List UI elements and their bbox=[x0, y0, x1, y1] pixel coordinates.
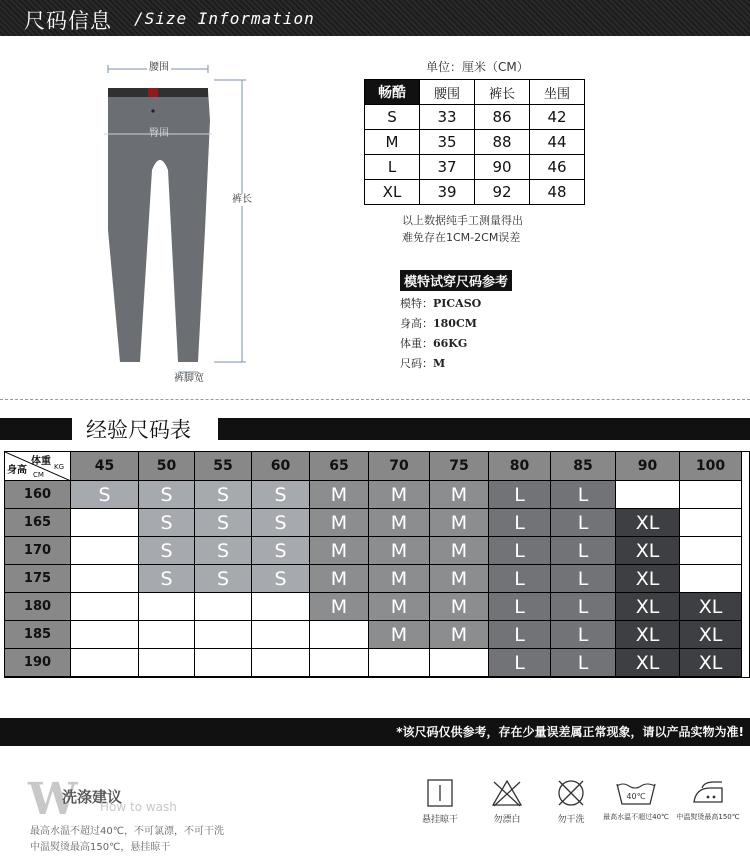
wash-temp: 40℃ bbox=[626, 792, 646, 801]
model-height-row bbox=[400, 315, 477, 331]
header-subtitle: /Size Information bbox=[134, 9, 315, 28]
size-cell bbox=[71, 593, 139, 621]
size-cell: S bbox=[195, 537, 252, 565]
corner-cm: CM bbox=[33, 471, 44, 479]
size-cell bbox=[195, 621, 252, 649]
size-cell: L bbox=[489, 593, 551, 621]
weight-header: 90 bbox=[616, 452, 680, 481]
size-cell: L bbox=[489, 621, 551, 649]
size-cell bbox=[616, 481, 680, 509]
height-header: 175 bbox=[5, 565, 71, 593]
size-cell bbox=[310, 621, 369, 649]
section-bar-right bbox=[218, 418, 750, 440]
size-cell: M bbox=[365, 130, 420, 155]
size-cell: M bbox=[369, 621, 430, 649]
size-cell bbox=[310, 649, 369, 677]
no-dry-clean-icon bbox=[555, 778, 587, 808]
model-title: 模特试穿尺码参考 bbox=[400, 270, 512, 291]
value-cell: 92 bbox=[475, 180, 530, 205]
size-cell: L bbox=[551, 621, 616, 649]
header-waist: 腰围 bbox=[420, 80, 475, 105]
size-cell: XL bbox=[680, 593, 742, 621]
experience-size-grid bbox=[4, 451, 750, 678]
weight-header: 100 bbox=[680, 452, 742, 481]
model-label: 身高： bbox=[400, 317, 433, 330]
weight-header: 70 bbox=[369, 452, 430, 481]
table-row bbox=[365, 130, 585, 155]
model-name-row bbox=[400, 295, 481, 311]
size-cell: XL bbox=[680, 649, 742, 677]
header-hip: 坐围 bbox=[530, 80, 585, 105]
size-cell: M bbox=[430, 481, 489, 509]
size-cell: M bbox=[430, 621, 489, 649]
size-cell: S bbox=[139, 565, 195, 593]
model-size-row bbox=[400, 355, 445, 371]
size-cell bbox=[71, 509, 139, 537]
size-cell: XL bbox=[365, 180, 420, 205]
size-cell bbox=[680, 481, 742, 509]
height-header: 180 bbox=[5, 593, 71, 621]
size-cell: L bbox=[551, 537, 616, 565]
size-cell: XL bbox=[680, 621, 742, 649]
corner-height: 身高 bbox=[7, 465, 27, 476]
wash-40-icon bbox=[614, 778, 658, 808]
size-cell: XL bbox=[616, 621, 680, 649]
size-cell bbox=[195, 649, 252, 677]
note-line: 难免存在1CM-2CM误差 bbox=[402, 231, 521, 244]
size-cell: L bbox=[489, 565, 551, 593]
size-cell bbox=[252, 621, 310, 649]
size-cell bbox=[430, 649, 489, 677]
model-label: 尺码： bbox=[400, 357, 433, 370]
size-cell: M bbox=[430, 593, 489, 621]
waist-label: 腰围 bbox=[149, 62, 169, 73]
care-label: 勿干洗 bbox=[557, 815, 585, 825]
size-cell: S bbox=[252, 537, 310, 565]
model-value: M bbox=[433, 357, 446, 370]
value-cell: 46 bbox=[530, 155, 585, 180]
size-cell bbox=[71, 537, 139, 565]
value-cell: 90 bbox=[475, 155, 530, 180]
care-label: 勿漂白 bbox=[493, 815, 521, 825]
size-cell bbox=[71, 649, 139, 677]
size-measurement-table bbox=[364, 79, 585, 205]
size-cell: XL bbox=[616, 565, 680, 593]
model-label: 模特： bbox=[400, 297, 433, 310]
table-header-row bbox=[365, 80, 585, 105]
size-cell: XL bbox=[616, 593, 680, 621]
wash-instruction: 最高水温不超过40℃，不可氯漂，不可干洗 bbox=[30, 826, 224, 837]
weight-header: 85 bbox=[551, 452, 616, 481]
value-cell: 86 bbox=[475, 105, 530, 130]
size-cell: M bbox=[369, 593, 430, 621]
value-cell: 88 bbox=[475, 130, 530, 155]
care-item-hang-dry bbox=[412, 778, 468, 825]
experience-title: 经验尺码表 bbox=[86, 418, 191, 442]
size-cell bbox=[195, 593, 252, 621]
weight-header: 45 bbox=[71, 452, 139, 481]
value-cell: 39 bbox=[420, 180, 475, 205]
size-cell: L bbox=[489, 537, 551, 565]
hang-dry-icon bbox=[426, 778, 454, 808]
size-cell: S bbox=[195, 481, 252, 509]
weight-header: 50 bbox=[139, 452, 195, 481]
model-value: PICASO bbox=[433, 297, 482, 310]
weight-header: 80 bbox=[489, 452, 551, 481]
weight-header: 65 bbox=[310, 452, 369, 481]
model-label: 体重： bbox=[400, 337, 433, 350]
size-cell: S bbox=[365, 105, 420, 130]
corner-kg: KG bbox=[54, 463, 65, 471]
table-row bbox=[365, 180, 585, 205]
size-cell bbox=[71, 565, 139, 593]
note-line: 以上数据纯手工测量得出 bbox=[402, 214, 523, 227]
care-item-no-dry-clean bbox=[546, 778, 596, 825]
corner-weight: 体重 bbox=[31, 456, 51, 467]
size-cell: M bbox=[310, 593, 369, 621]
care-label: 悬挂晾干 bbox=[421, 815, 458, 825]
brand-cell: 畅酷 bbox=[365, 80, 420, 105]
height-header: 165 bbox=[5, 509, 71, 537]
size-cell: XL bbox=[616, 509, 680, 537]
size-cell: S bbox=[195, 509, 252, 537]
table-row bbox=[365, 105, 585, 130]
size-cell: L bbox=[489, 481, 551, 509]
care-item-iron bbox=[672, 778, 744, 822]
hem-label: 裤脚宽 bbox=[174, 373, 204, 384]
pants-illustration bbox=[90, 50, 260, 390]
length-label: 裤长 bbox=[232, 194, 252, 205]
value-cell: 48 bbox=[530, 180, 585, 205]
size-cell: M bbox=[430, 537, 489, 565]
wash-english: How to wash bbox=[100, 800, 177, 814]
value-cell: 33 bbox=[420, 105, 475, 130]
care-item-wash-40 bbox=[600, 778, 672, 822]
wash-letter-logo: W bbox=[28, 774, 78, 825]
size-cell: S bbox=[139, 509, 195, 537]
pants-diagram bbox=[90, 50, 260, 390]
size-cell: M bbox=[369, 481, 430, 509]
size-cell bbox=[139, 593, 195, 621]
size-cell bbox=[71, 621, 139, 649]
size-cell: M bbox=[369, 565, 430, 593]
size-cell bbox=[252, 649, 310, 677]
size-cell bbox=[369, 649, 430, 677]
model-value: 180CM bbox=[433, 317, 477, 330]
section-bar-left bbox=[0, 418, 72, 440]
value-cell: 35 bbox=[420, 130, 475, 155]
height-header: 190 bbox=[5, 649, 71, 677]
value-cell: 44 bbox=[530, 130, 585, 155]
size-cell: M bbox=[310, 565, 369, 593]
weight-header: 55 bbox=[195, 452, 252, 481]
disclaimer-text: *该尺码仅供参考，存在少量误差属正常现象，请以产品实物为准! bbox=[396, 725, 744, 739]
size-cell bbox=[139, 649, 195, 677]
height-header: 160 bbox=[5, 481, 71, 509]
size-cell: M bbox=[369, 537, 430, 565]
value-cell: 42 bbox=[530, 105, 585, 130]
size-cell: M bbox=[310, 537, 369, 565]
size-cell: S bbox=[252, 565, 310, 593]
size-cell: L bbox=[551, 593, 616, 621]
page-header bbox=[0, 0, 750, 36]
care-label: 最高水温不超过40℃ bbox=[603, 813, 669, 821]
size-cell bbox=[680, 509, 742, 537]
size-cell bbox=[680, 537, 742, 565]
height-header: 170 bbox=[5, 537, 71, 565]
header-length: 裤长 bbox=[475, 80, 530, 105]
size-cell: L bbox=[489, 509, 551, 537]
wash-instruction: 中温熨烫最高150℃，悬挂晾干 bbox=[30, 842, 171, 853]
table-row bbox=[365, 155, 585, 180]
no-bleach-icon bbox=[490, 778, 524, 808]
section-divider bbox=[0, 399, 750, 400]
size-cell: XL bbox=[616, 649, 680, 677]
iron-icon bbox=[688, 778, 728, 808]
size-cell: L bbox=[489, 649, 551, 677]
size-cell: S bbox=[252, 481, 310, 509]
care-label: 中温熨烫最高150℃ bbox=[676, 813, 740, 821]
size-cell: M bbox=[369, 509, 430, 537]
weight-header: 75 bbox=[430, 452, 489, 481]
size-cell: S bbox=[139, 481, 195, 509]
model-value: 66KG bbox=[433, 337, 468, 350]
size-cell: L bbox=[551, 481, 616, 509]
unit-label: 单位：厘米（CM） bbox=[426, 60, 529, 74]
care-item-no-bleach bbox=[482, 778, 532, 825]
size-cell bbox=[252, 593, 310, 621]
height-header: 185 bbox=[5, 621, 71, 649]
size-cell: XL bbox=[616, 537, 680, 565]
size-cell: S bbox=[71, 481, 139, 509]
wash-title: 洗涤建议 bbox=[62, 788, 123, 806]
weight-header: 60 bbox=[252, 452, 310, 481]
size-cell: S bbox=[252, 509, 310, 537]
size-cell: L bbox=[365, 155, 420, 180]
size-cell: S bbox=[139, 537, 195, 565]
size-cell bbox=[139, 621, 195, 649]
model-weight-row bbox=[400, 335, 467, 351]
size-cell: M bbox=[430, 509, 489, 537]
size-cell: L bbox=[551, 649, 616, 677]
header-title: 尺码信息 bbox=[24, 9, 112, 33]
size-cell: M bbox=[310, 481, 369, 509]
measurement-note bbox=[402, 212, 523, 246]
size-cell: S bbox=[195, 565, 252, 593]
size-cell: M bbox=[310, 509, 369, 537]
grid-corner bbox=[5, 452, 71, 481]
size-cell: M bbox=[430, 565, 489, 593]
hip-label: 臀围 bbox=[149, 128, 169, 139]
size-cell: L bbox=[551, 565, 616, 593]
size-cell: L bbox=[551, 509, 616, 537]
value-cell: 37 bbox=[420, 155, 475, 180]
size-cell bbox=[680, 565, 742, 593]
